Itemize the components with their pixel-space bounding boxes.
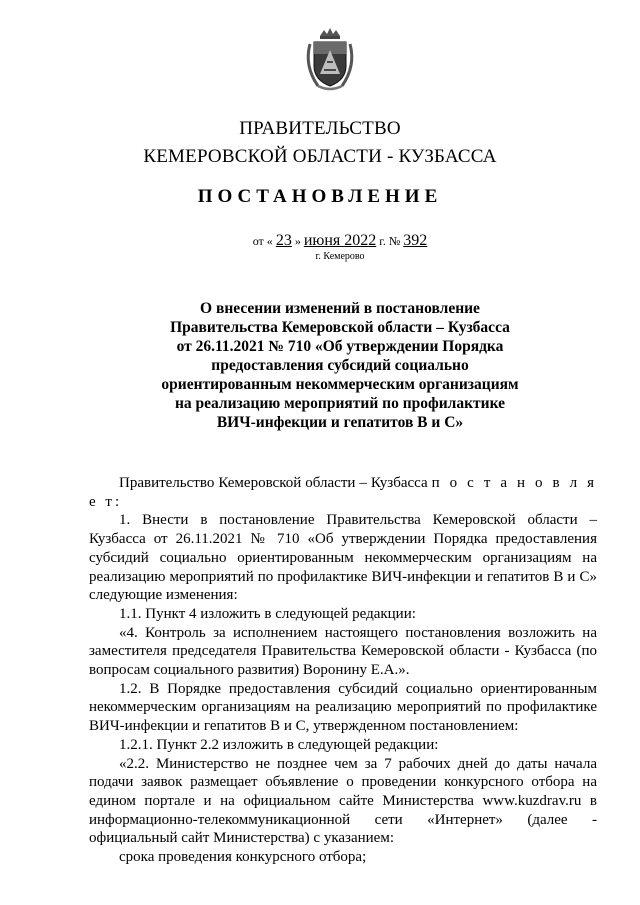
government-name-line1: ПРАВИТЕЛЬСТВО xyxy=(239,118,401,139)
heading-line: на реализацию мероприятий по профилактике xyxy=(174,395,505,412)
city-label: г. Кемерово xyxy=(315,251,365,262)
heading-line: ВИЧ-инфекции и гепатитов В и С» xyxy=(216,414,464,431)
heading-line: Правительства Кемеровской области – Кузбасса xyxy=(170,319,510,336)
paragraph-1-2-1: 1.2.1. Пункт 2.2 изложить в следующей редакции: xyxy=(119,736,439,753)
date-day: 23 xyxy=(275,232,292,249)
document-type-title: ПОСТАНОВЛЕНИЕ xyxy=(197,186,443,207)
heading-line: предоставления субсидий социально xyxy=(211,357,469,374)
government-name-line2: КЕМЕРОВСКОЙ ОБЛАСТИ - КУЗБАССА xyxy=(143,146,497,167)
coat-of-arms-emblem xyxy=(300,26,360,94)
intro-text: Правительство Кемеровской области – Кузбасса xyxy=(119,475,428,491)
date-prefix: от « xyxy=(252,234,273,248)
paragraph-last: срока проведения конкурсного отбора; xyxy=(119,849,367,866)
paragraph-2-2-text: «2.2. Министерство не позднее чем за 7 рабочих дней до даты начала подачи заявок размещает объявление о проведении конкурсного отбора на едином портале и на официальном сайте Министерства www.kuzdrav.ru в информационно-телекоммуникационной сети «Интернет» (далее - официальный сайт Министерства) с указанием: xyxy=(89,755,597,847)
intro-paragraph xyxy=(89,474,597,511)
heading-line: от 26.11.2021 № 710 «Об утверждении Порядка xyxy=(176,338,504,355)
document-body xyxy=(89,474,597,867)
paragraph-1: 1. Внести в постановление Правительства Кемеровской области – Кузбасса от 26.11.2021 № 710 «Об утверждении Порядка предоставления субсидий социально ориентированным некоммерческим организациям на реализацию мероприятий по профилактике ВИЧ-инфекции и гепатитов В и С» следующие изменения: xyxy=(89,512,597,604)
document-date-number xyxy=(0,232,640,250)
heading-line: ориентированным некоммерческим организациям xyxy=(161,376,519,393)
document-heading xyxy=(150,299,530,432)
paragraph-1-1-text: «4. Контроль за исполнением настоящего постановления возложить на заместителя председателя Правительства Кемеровской области - Кузбасса (по вопросам социального развития) Воронину Е.А.». xyxy=(89,624,597,679)
paragraph-1-2: 1.2. В Порядке предоставления субсидий социально ориентированным некоммерческим организациям на реализацию мероприятий по профилактике ВИЧ-инфекции и гепатитов В и С, утвержденном постановлением: xyxy=(89,680,597,735)
heading-line: О внесении изменений в постановление xyxy=(200,300,480,317)
number-label: № xyxy=(388,234,401,248)
date-year-suffix: г. xyxy=(379,234,386,248)
document-number: 392 xyxy=(403,232,428,249)
decree-word: п о с т а н о в л я е т: xyxy=(89,475,597,510)
date-quote-close: » xyxy=(294,234,301,248)
paragraph-1-1: 1.1. Пункт 4 изложить в следующей редакции: xyxy=(119,605,416,622)
date-month-year: июня 2022 xyxy=(303,232,377,249)
